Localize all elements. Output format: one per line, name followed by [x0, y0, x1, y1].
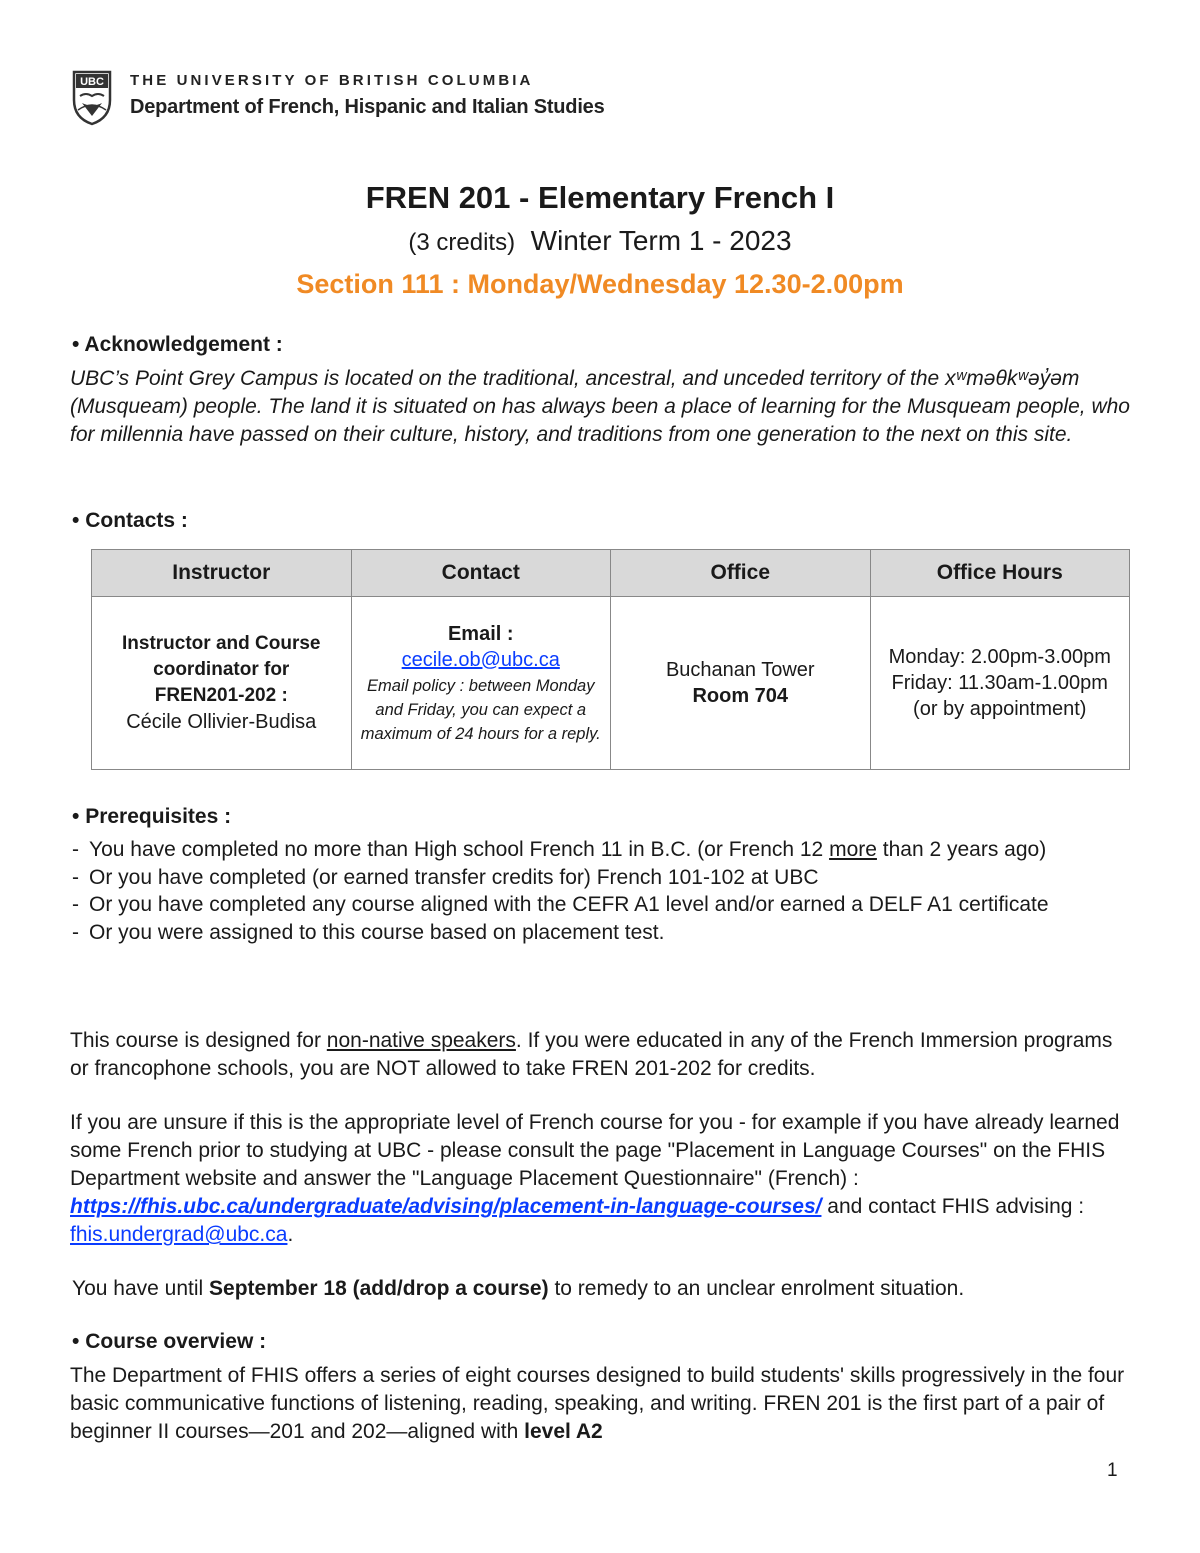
ubc-crest-logo	[72, 70, 112, 126]
crest-text: UBC	[80, 76, 104, 88]
section-schedule: Section 111 : Monday/Wednesday 12.30-2.00pm	[296, 269, 904, 299]
non-native-speakers-link[interactable]: non-native speakers	[326, 1029, 516, 1052]
course-overview-heading: • Course overview :	[72, 1330, 267, 1353]
bullet: •	[72, 333, 80, 356]
acknowledgement-text: UBC’s Point Grey Campus is located on the traditional, ancestral, and unceded territory of the xʷməθkʷəy̓əm (Musqueam) people. The land it is situated on has always been a place of learning for the Musqueam people, who for millennia have passed on their culture, history, and traditions from one generation to the next on this site.	[70, 367, 1130, 446]
list-item: - Or you have completed (or earned transfer credits for) French 101-102 at UBC	[72, 864, 1132, 892]
contacts-table	[91, 549, 1130, 770]
instructor-role: Instructor and Course coordinator for FREN201-202 :	[122, 633, 321, 706]
bullet: •	[72, 805, 80, 828]
course-title: FREN 201 - Elementary French I	[365, 180, 835, 215]
emphasis-more: more	[829, 838, 877, 861]
office-hours-cell	[870, 597, 1130, 770]
instructor-cell	[92, 597, 352, 770]
contacts-heading: • Contacts :	[72, 509, 188, 532]
placement-paragraph: If you are unsure if this is the appropriate level of French course for you - for example if you have already learned some French prior to studying at UBC - please consult the page "Placement in Language Courses" on the FHIS Department website and answer the "Language Placement Questionnaire" (French) : https://fhis.ubc.ca/undergraduate/advising/placement-in-language-courses/ and contact FHIS advising : fhis.undergrad@ubc.ca.	[70, 1111, 1120, 1246]
office-hours-friday: Friday: 11.30am-1.00pm	[891, 672, 1108, 694]
acknowledgement-heading: • Acknowledgement :	[72, 333, 283, 356]
office-cell	[611, 597, 871, 770]
bullet: •	[72, 1330, 80, 1353]
contact-cell	[351, 597, 611, 770]
list-item: - Or you have completed any course aligned with the CEFR A1 level and/or earned a DELF A1 certificate	[72, 891, 1132, 919]
email-label: Email :	[447, 622, 514, 645]
bullet: •	[72, 509, 80, 532]
office-hours-monday: Monday: 2.00pm-3.00pm	[888, 646, 1111, 668]
course-overview-text: The Department of FHIS offers a series of eight courses designed to build students' skills progressively in the four basic communicative functions of listening, reading, speaking, and writing. FREN 201 is the first part of a pair of beginner II courses—201 and 202—aligned with level A2	[70, 1364, 1125, 1443]
course-term: Winter Term 1 - 2023	[530, 225, 792, 256]
prerequisites-heading: • Prerequisites :	[72, 805, 232, 828]
page-number: 1	[1107, 1460, 1118, 1481]
office-building: Buchanan Tower	[665, 659, 815, 681]
column-header-instructor: Instructor	[92, 550, 352, 597]
instructor-email-link[interactable]: cecile.ob@ubc.ca	[401, 648, 560, 671]
deadline-date: September 18 (add/drop a course)	[209, 1277, 549, 1300]
department-name: Department of French, Hispanic and Italian Studies	[130, 96, 605, 118]
office-hours-appointment: (or by appointment)	[913, 698, 1087, 720]
column-header-office: Office	[611, 550, 871, 597]
placement-page-link[interactable]: https://fhis.ubc.ca/undergraduate/advising/placement-in-language-courses/	[70, 1195, 822, 1218]
column-header-contact: Contact	[351, 550, 611, 597]
instructor-name: Cécile Ollivier-Budisa	[126, 711, 317, 733]
university-name: THE UNIVERSITY OF BRITISH COLUMBIA	[130, 72, 534, 89]
level-a2: level A2	[524, 1420, 603, 1443]
prerequisites-list	[72, 836, 1132, 946]
course-subtitle	[0, 225, 1200, 257]
list-item: - You have completed no more than High school French 11 in B.C. (or French 12 more than 2 years ago)	[72, 836, 1132, 864]
table-row	[92, 597, 1130, 770]
non-native-paragraph: This course is designed for non-native speakers. If you were educated in any of the French Immersion programs or francophone schools, you are NOT allowed to take FREN 201-202 for credits.	[70, 1029, 1113, 1080]
deadline-paragraph: You have until September 18 (add/drop a course) to remedy to an unclear enrolment situation.	[72, 1277, 965, 1300]
fhis-advising-email-link[interactable]: fhis.undergrad@ubc.ca	[70, 1223, 288, 1246]
list-item: - Or you were assigned to this course based on placement test.	[72, 919, 1132, 947]
email-policy: Email policy : between Monday and Friday, you can expect a maximum of 24 hours for a reply.	[360, 676, 601, 743]
office-room: Room 704	[692, 685, 789, 707]
course-credits: (3 credits)	[408, 229, 516, 256]
column-header-office-hours: Office Hours	[870, 550, 1130, 597]
